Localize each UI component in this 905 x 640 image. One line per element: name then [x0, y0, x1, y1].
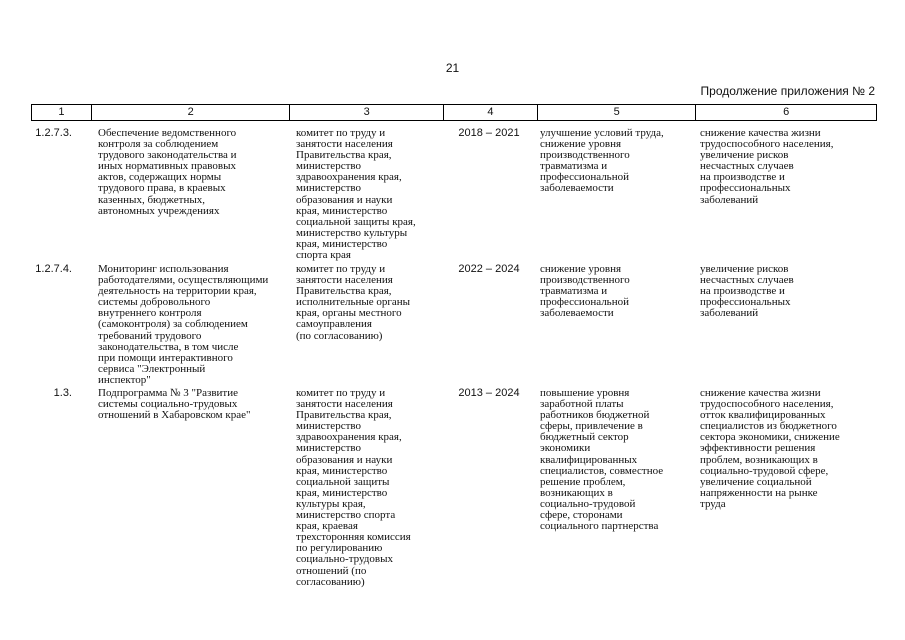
executors: комитет по труду и занятости населения Правительства края, министерство здравоохранения края, министерство образования и науки края, министерство социальной защиты края, министерство культуры края, министерство спорта края, краевая трехсторонняя комиссия по регулированию социально-трудовых отношений (по согласованию) — [296, 387, 411, 588]
period: 2018 – 2021 — [458, 127, 520, 139]
table-header-row — [31, 104, 877, 121]
item-number: 1.2.7.3. — [35, 127, 72, 139]
column-header-1: 1 — [32, 105, 92, 120]
executors: комитет по труду и занятости населения Правительства края, исполнительные органы края, органы местного самоуправления (по согласованию) — [296, 263, 411, 342]
period: 2013 – 2024 — [458, 387, 520, 399]
risk-consequences: снижение качества жизни трудоспособного населения, увеличение рисков несчастных случаев на производстве и профессиональных заболеваний — [700, 127, 834, 206]
period: 2022 – 2024 — [458, 263, 520, 275]
column-header-5: 5 — [538, 105, 697, 120]
expected-result: повышение уровня заработной платы работников бюджетной сферы, привлечение в бюджетный сектор экономики квалифицированных специалистов, совместное решение проблем, возникающих в социально-трудовой сфере, сторонами социального партнерства — [540, 387, 664, 533]
executors: комитет по труду и занятости населения Правительства края, министерство здравоохранения края, министерство образования и науки края, министерство социальной защиты края, министерство культуры края, министерство спорта края — [296, 127, 416, 262]
activity-name: Подпрограмма № 3 "Развитие системы социально-трудовых отношений в Хабаровском крае" — [98, 387, 251, 422]
column-header-6: 6 — [783, 106, 790, 118]
page-number: 21 — [445, 61, 460, 75]
expected-result: улучшение условий труда, снижение уровня производственного травматизма и профессиональной заболеваемости — [540, 127, 664, 195]
risk-consequences: снижение качества жизни трудоспособного населения, отток квалифицированных специалистов из бюджетного сектора экономики, снижение эффективности решения проблем, возникающих в социально-трудовой сфере, увеличение социальной напряженности на рынке труда — [700, 387, 840, 510]
column-header-4: 4 — [444, 105, 538, 120]
column-header-3: 3 — [290, 105, 444, 120]
activity-name: Мониторинг использования работодателями, осуществляющими деятельность на территории края, системы добровольного внутреннего контроля (самоконтроля) за соблюдением требований трудового законодательства, в том числе при помощи интерактивного сервиса "Электронный инспектор" — [98, 263, 269, 386]
activity-name: Обеспечение ведомственного контроля за соблюдением трудового законодательства и иных нормативных правовых актов, содержащих нормы трудового права, в краевых казенных, бюджетных, автономных учреждениях — [98, 127, 237, 217]
appendix-continuation-note: Продолжение приложения № 2 — [700, 84, 875, 98]
expected-result: снижение уровня производственного травматизма и профессиональной заболеваемости — [540, 263, 630, 320]
risk-consequences: увеличение рисков несчастных случаев на производстве и профессиональных заболеваний — [700, 263, 794, 320]
column-header-2: 2 — [92, 105, 291, 120]
item-number: 1.3. — [53, 387, 72, 399]
item-number: 1.2.7.4. — [35, 263, 72, 275]
